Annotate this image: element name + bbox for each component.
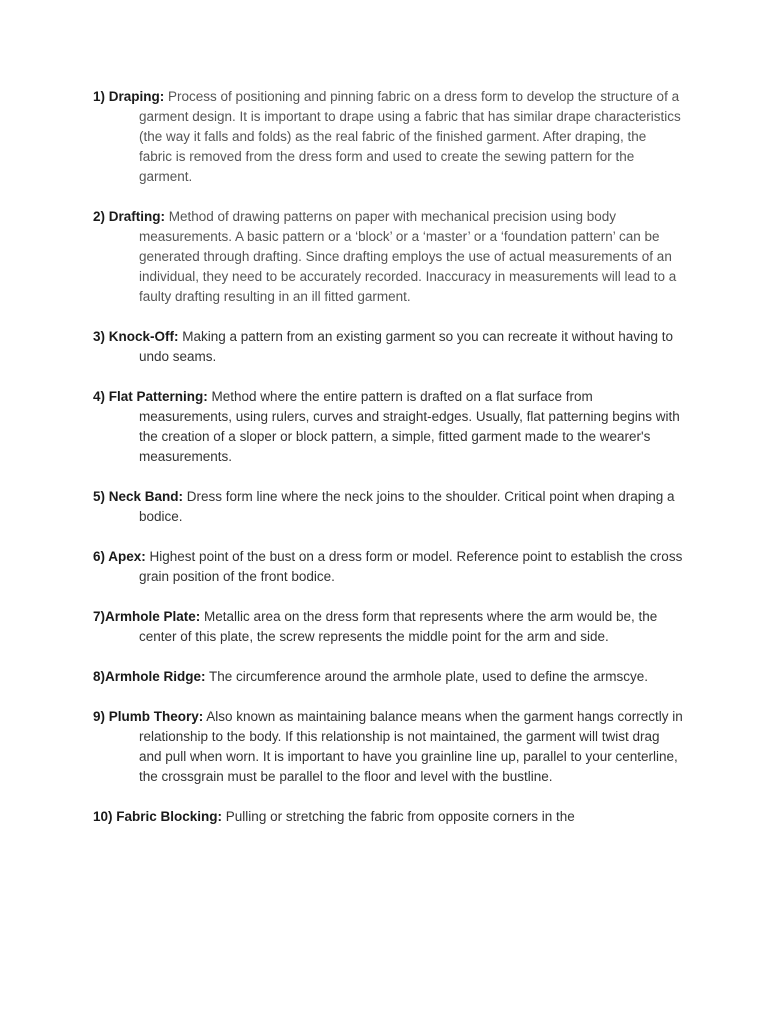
entry-term: 2) Drafting: <box>93 209 165 224</box>
entry-term: 1) Draping: <box>93 89 165 104</box>
entry-term: 3) Knock-Off: <box>93 329 179 344</box>
entry-definition: Process of positioning and pinning fabric on a dress form to develop the structure of a garment design. It is important to drape using a fabric that has similar drape characteristics (the way it falls and folds) as the real fabric of the finished garment. After draping, the fabric is removed from the dress form and used to create the sewing pattern for the garment. <box>139 89 681 184</box>
entry-definition: The circumference around the armhole plate, used to define the armscye. <box>209 669 649 684</box>
glossary-list <box>93 87 683 847</box>
entry-term: 7)Armhole Plate: <box>93 609 201 624</box>
entry-term: 4) Flat Patterning: <box>93 389 208 404</box>
entry-term: 8)Armhole Ridge: <box>93 669 206 684</box>
entry-term: 9) Plumb Theory: <box>93 709 204 724</box>
entry-definition: Dress form line where the neck joins to the shoulder. Critical point when draping a bodice. <box>139 489 675 524</box>
entry-definition: Method where the entire pattern is drafted on a flat surface from measurements, using rulers, curves and straight-edges. Usually, flat patterning begins with the creation of a sloper or block pattern, a simple, fitted garment made to the wearer's measurements. <box>139 389 680 464</box>
glossary-entry-armhole-ridge <box>93 667 683 687</box>
entry-definition: Making a pattern from an existing garment so you can recreate it without having to undo seams. <box>139 329 674 364</box>
entry-definition: Also known as maintaining balance means when the garment hangs correctly in relationship to the body. If this relationship is not maintained, the garment will twist drag and pull when worn. It is important to have you grainline line up, parallel to your centerline, the crossgrain must be parallel to the floor and level with the bustline. <box>139 709 683 784</box>
glossary-entry-flat-patterning <box>93 387 683 467</box>
entry-term: 10) Fabric Blocking: <box>93 809 223 824</box>
glossary-entry-neck-band <box>93 487 683 527</box>
entry-term: 5) Neck Band: <box>93 489 184 504</box>
entry-definition: Pulling or stretching the fabric from opposite corners in the <box>225 809 575 824</box>
glossary-entry-plumb-theory <box>93 707 683 787</box>
glossary-entry-draping <box>93 87 683 187</box>
glossary-entry-armhole-plate <box>93 607 683 647</box>
entry-term: 6) Apex: <box>93 549 146 564</box>
entry-definition: Metallic area on the dress form that represents where the arm would be, the center of this plate, the screw represents the middle point for the arm and side. <box>139 609 658 644</box>
entry-definition: Method of drawing patterns on paper with mechanical precision using body measurements. A basic pattern or a ‘block’ or a ‘master’ or a ‘foundation pattern’ can be generated through drafting. Since drafting employs the use of actual measurements of an individual, they need to be accurately recorded. Inaccuracy in measurements will lead to a faulty drafting resulting in an ill fitted garment. <box>139 209 677 304</box>
entry-definition: Highest point of the bust on a dress form or model. Reference point to establish the cross grain position of the front bodice. <box>139 549 683 584</box>
glossary-entry-knock-off <box>93 327 683 367</box>
glossary-entry-apex <box>93 547 683 587</box>
glossary-entry-drafting <box>93 207 683 307</box>
glossary-entry-fabric-blocking <box>93 807 683 827</box>
